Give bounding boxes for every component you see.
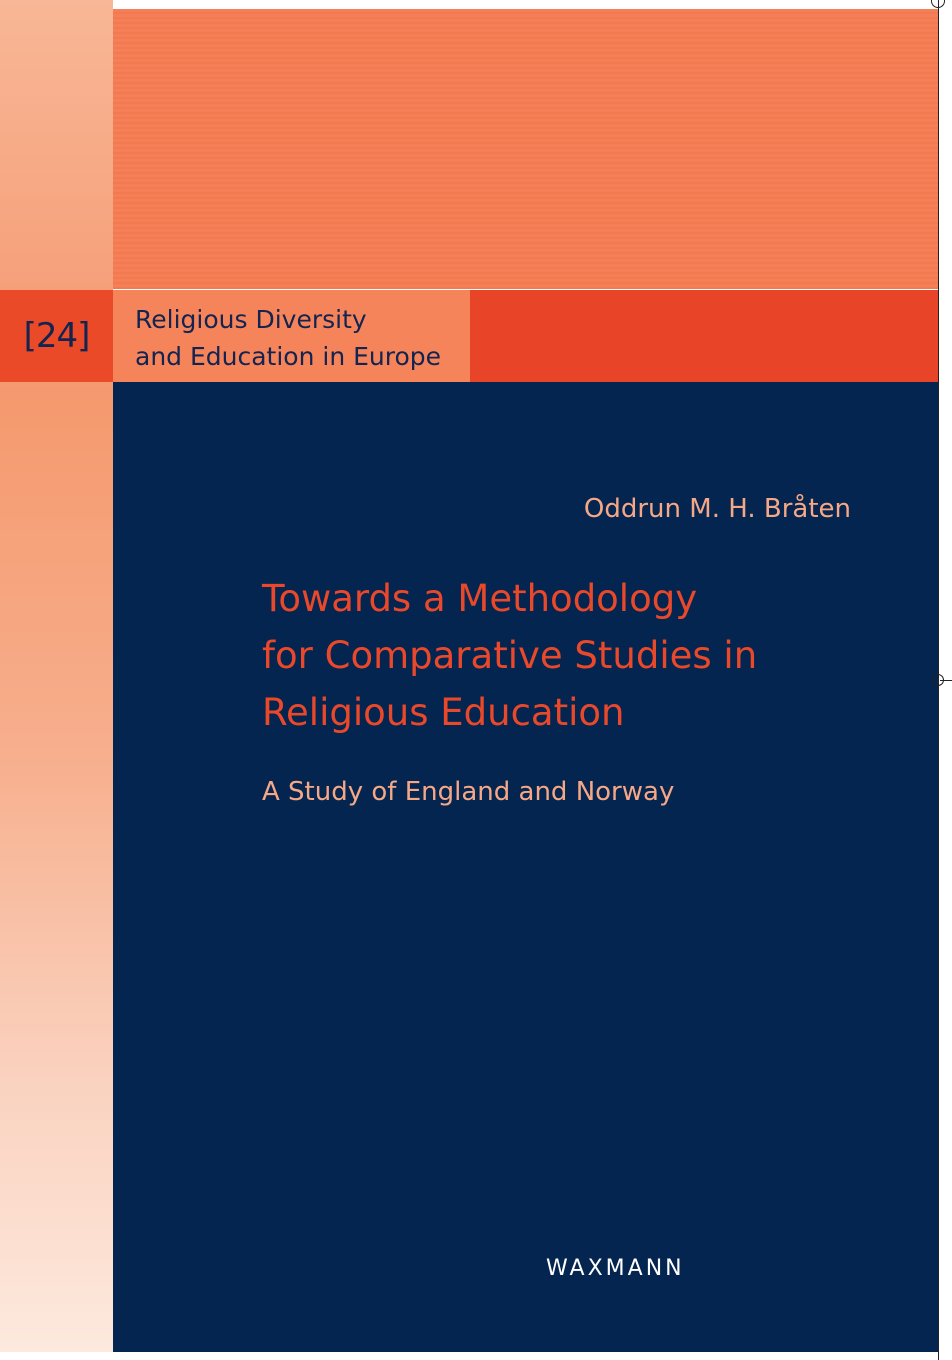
series-name-line-2: and Education in Europe: [135, 342, 442, 371]
series-name-box: [113, 290, 470, 382]
crop-mark-top-icon: [931, 0, 945, 8]
series-name-line-1: Religious Diversity: [135, 305, 367, 334]
book-title: [262, 570, 862, 741]
title-line-2: for Comparative Studies in: [262, 634, 758, 677]
book-subtitle: A Study of England and Norway: [262, 777, 675, 807]
title-line-3: Religious Education: [262, 691, 625, 734]
left-strip-top: [0, 0, 113, 290]
series-number-box: [0, 290, 113, 382]
crop-tick: [940, 680, 952, 681]
top-orange-block: [113, 9, 938, 289]
series-red-band: [470, 290, 938, 382]
navy-panel: [113, 382, 938, 1352]
author-name: Oddrun M. H. Bråten: [583, 494, 851, 524]
title-line-1: Towards a Methodology: [262, 577, 698, 620]
series-number: [24]: [23, 316, 90, 356]
publisher-logo: WAXMANN: [546, 1256, 685, 1281]
